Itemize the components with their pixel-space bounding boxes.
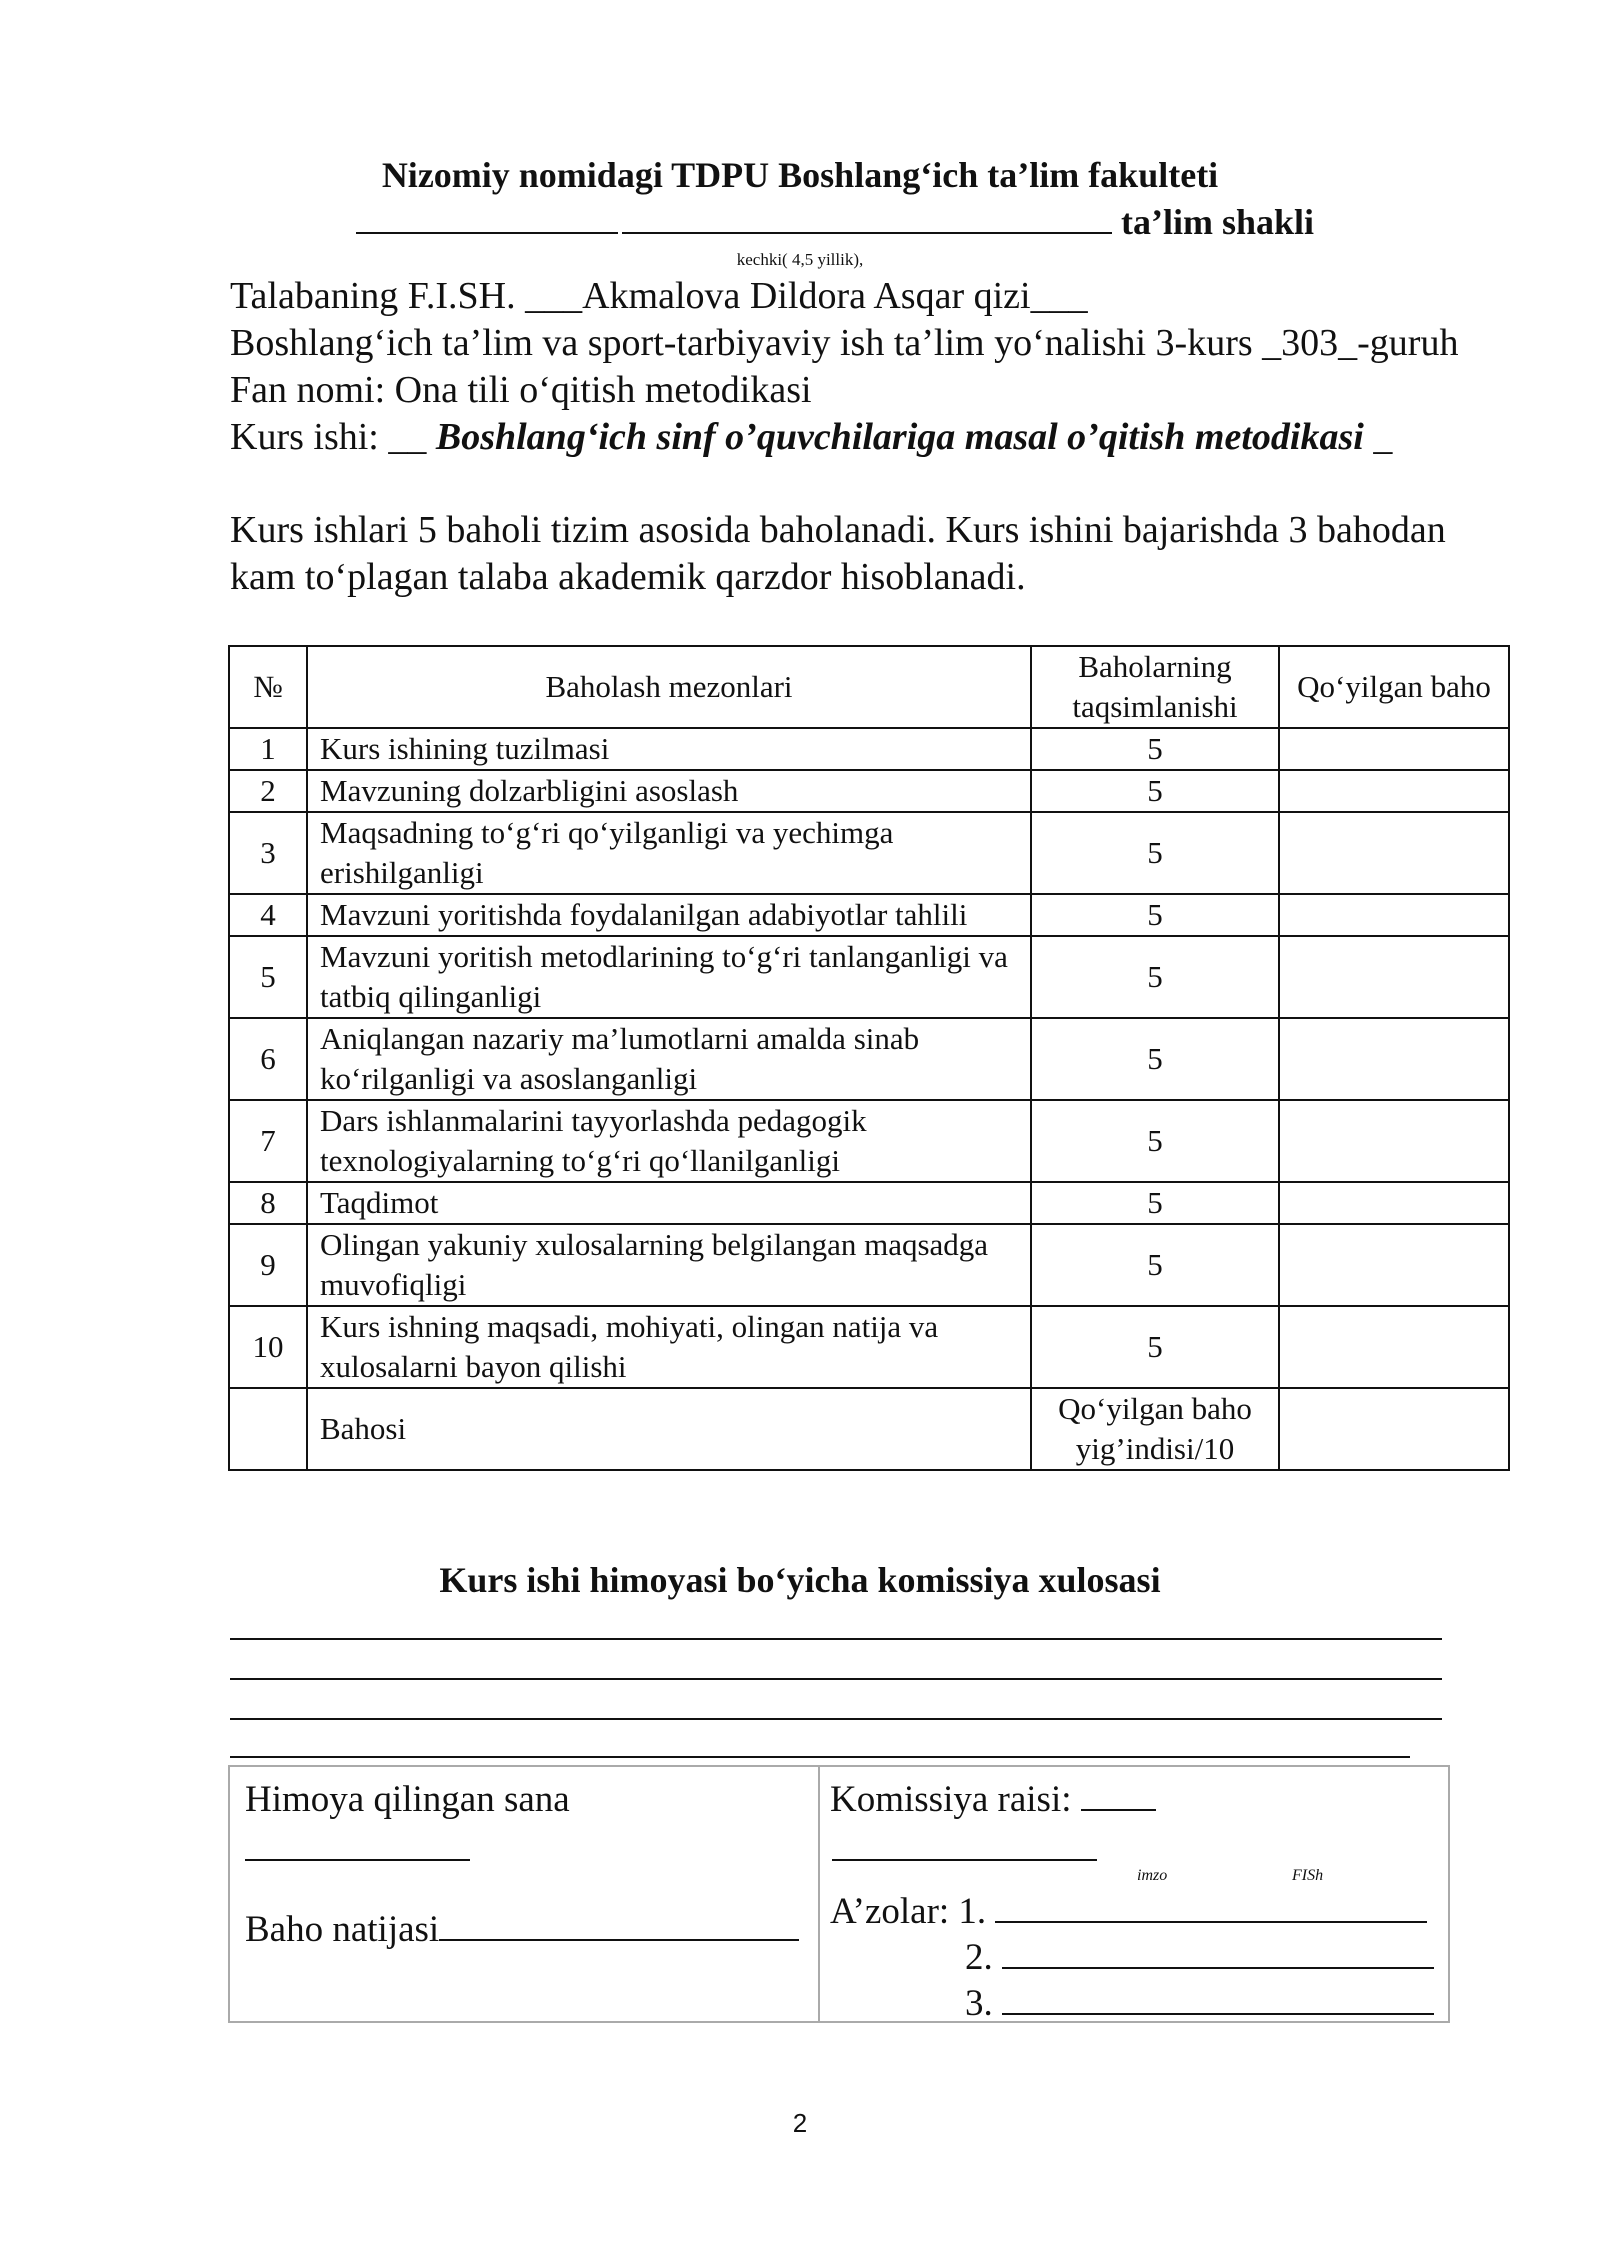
table-row (229, 812, 1509, 894)
header-number: № (229, 646, 307, 728)
defense-date-blank[interactable] (245, 1829, 470, 1861)
row-number: 6 (229, 1018, 307, 1100)
table-header-row (229, 646, 1509, 728)
course-work-line (230, 414, 1392, 461)
chair-sign-blank[interactable] (1081, 1779, 1156, 1811)
row-criterion: Dars ishlanmalarini tayyorlashda pedagogik texnologiyalarning to‘g‘ri qo‘llanilganligi (307, 1100, 1031, 1182)
total-label: Bahosi (307, 1388, 1031, 1470)
row-criterion: Taqdimot (307, 1182, 1031, 1224)
member-2-blank[interactable] (1002, 1937, 1434, 1969)
row-given[interactable] (1279, 1182, 1509, 1224)
row-number: 8 (229, 1182, 307, 1224)
row-points: 5 (1031, 894, 1279, 936)
table-total-row (229, 1388, 1509, 1470)
member-3-blank[interactable] (1002, 1983, 1434, 2015)
grade-result-line (245, 1907, 799, 1953)
row-points: 5 (1031, 1182, 1279, 1224)
member-2-label: 2. (965, 1937, 993, 1978)
chair-label: Komissiya raisi: (830, 1779, 1072, 1820)
table-row (229, 728, 1509, 770)
row-given[interactable] (1279, 936, 1509, 1018)
intro-line-1: Kurs ishlari 5 baholi tizim asosida baholanadi. Kurs ishini bajarishda 3 bahodan (230, 509, 1446, 551)
row-number: 4 (229, 894, 307, 936)
total-points: Qo‘yilgan baho yig’indisi/10 (1031, 1388, 1279, 1470)
grade-result-blank[interactable] (439, 1909, 799, 1941)
row-points: 5 (1031, 812, 1279, 894)
member-2-line (965, 1935, 1434, 1981)
members-label: A’zolar: 1. (830, 1891, 987, 1932)
member-3-label: 3. (965, 1983, 993, 2024)
row-number: 2 (229, 770, 307, 812)
row-number: 10 (229, 1306, 307, 1388)
member-1-blank[interactable] (995, 1891, 1427, 1923)
member-1-line (830, 1889, 1427, 1935)
course-title: Boshlang‘ich sinf o’quvchilariga masal o’qitish metodikasi (435, 416, 1364, 458)
row-given[interactable] (1279, 894, 1509, 936)
row-number: 5 (229, 936, 307, 1018)
commission-title: Kurs ishi himoyasi bo‘yicha komissiya xulosasi (439, 1560, 1161, 1600)
table-row (229, 1018, 1509, 1100)
grade-result-label: Baho natijasi (245, 1909, 440, 1950)
row-criterion: Mavzuni yoritish metodlarining to‘g‘ri tanlanganligi va tatbiq qilinganligi (307, 936, 1031, 1018)
row-given[interactable] (1279, 1306, 1509, 1388)
row-points: 5 (1031, 1100, 1279, 1182)
row-points: 5 (1031, 936, 1279, 1018)
row-number: 9 (229, 1224, 307, 1306)
row-points: 5 (1031, 1224, 1279, 1306)
row-criterion: Maqsadning to‘g‘ri qo‘yilganligi va yechimga erishilganligi (307, 812, 1031, 894)
row-given[interactable] (1279, 812, 1509, 894)
header-distribution: Baholarning taqsimlanishi (1031, 646, 1279, 728)
row-number: 1 (229, 728, 307, 770)
row-points: 5 (1031, 1018, 1279, 1100)
conclusion-line-4[interactable] (230, 1756, 1410, 1758)
faculty-title: Nizomiy nomidagi TDPU Boshlang‘ich ta’lim fakulteti (381, 155, 1219, 195)
study-form-note: kechki( 4,5 yillik), (736, 250, 864, 269)
table-row (229, 936, 1509, 1018)
conclusion-line-1[interactable] (230, 1638, 1442, 1640)
row-number: 7 (229, 1100, 307, 1182)
sign-caption: imzo (1137, 1867, 1168, 1884)
row-given[interactable] (1279, 728, 1509, 770)
row-criterion: Olingan yakuniy xulosalarning belgilangan maqsadga muvofiqligi (307, 1224, 1031, 1306)
table-row (229, 894, 1509, 936)
page-number: 2 (792, 2108, 808, 2138)
row-criterion: Mavzuni yoritishda foydalanilgan adabiyotlar tahlili (307, 894, 1031, 936)
total-given[interactable] (1279, 1388, 1509, 1470)
chair-line (830, 1777, 1156, 1823)
total-number (229, 1388, 307, 1470)
row-given[interactable] (1279, 1224, 1509, 1306)
chair-name-blank[interactable] (832, 1829, 1097, 1861)
subject-line: Fan nomi: Ona tili o‘qitish metodikasi (230, 369, 812, 411)
student-name-line: Talabaning F.I.SH. ___Akmalova Dildora Asqar qizi___ (230, 275, 1088, 317)
course-suffix: _ (1363, 416, 1393, 458)
conclusion-line-3[interactable] (230, 1718, 1442, 1720)
fish-caption: FISh (1292, 1867, 1324, 1884)
row-criterion: Aniqlangan nazariy ma’lumotlarni amalda sinab ko‘rilganligi va asoslanganligi (307, 1018, 1031, 1100)
study-form-blank-2 (622, 202, 1112, 234)
direction-line: Boshlang‘ich ta’lim va sport-tarbiyaviy ish ta’lim yo‘nalishi 3-kurs _303_-guruh (230, 322, 1459, 364)
row-criterion: Kurs ishining tuzilmasi (307, 728, 1031, 770)
row-points: 5 (1031, 728, 1279, 770)
table-row (229, 1306, 1509, 1388)
study-form-line (356, 200, 1314, 244)
row-given[interactable] (1279, 770, 1509, 812)
course-prefix: Kurs ishi: __ (230, 416, 436, 458)
table-row (229, 1100, 1509, 1182)
study-form-blank-1 (356, 202, 618, 234)
row-points: 5 (1031, 770, 1279, 812)
table-row (229, 1224, 1509, 1306)
row-given[interactable] (1279, 1018, 1509, 1100)
table-row (229, 1182, 1509, 1224)
table-row (229, 770, 1509, 812)
defense-date-label: Himoya qilingan sana (245, 1779, 570, 1820)
criteria-table (228, 645, 1510, 1471)
header-criteria: Baholash mezonlari (307, 646, 1031, 728)
study-form-suffix: ta’lim shakli (1121, 202, 1315, 242)
row-criterion: Kurs ishning maqsadi, mohiyati, olingan natija va xulosalarni bayon qilishi (307, 1306, 1031, 1388)
row-points: 5 (1031, 1306, 1279, 1388)
intro-line-2: kam to‘plagan talaba akademik qarzdor hisoblanadi. (230, 556, 1026, 598)
row-criterion: Mavzuning dolzarbligini asoslash (307, 770, 1031, 812)
defense-box-divider (818, 1767, 820, 2021)
conclusion-line-2[interactable] (230, 1678, 1442, 1680)
member-3-line (965, 1981, 1434, 2027)
row-given[interactable] (1279, 1100, 1509, 1182)
header-given-grade: Qo‘yilgan baho (1279, 646, 1509, 728)
defense-box (228, 1765, 1450, 2023)
row-number: 3 (229, 812, 307, 894)
